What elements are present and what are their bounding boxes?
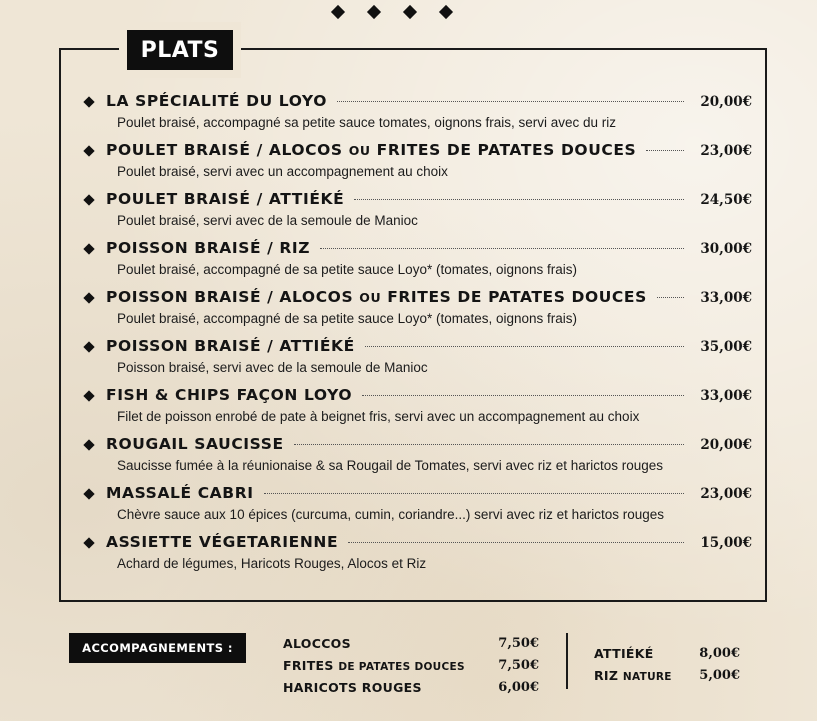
dish-price: 30,00€: [700, 241, 752, 257]
dish-item: [82, 435, 752, 484]
side-price: 8,00€: [699, 645, 740, 661]
dish-name: POISSON BRAISÉ / ALOCOS OU FRITES DE PATATES DOUCES: [106, 288, 647, 306]
dish-name: POISSON BRAISÉ / RIZ: [106, 239, 311, 257]
diamond-bullet-icon: [83, 96, 94, 107]
vertical-divider: [566, 633, 568, 689]
dish-price: 23,00€: [700, 486, 752, 502]
dish-item: [82, 288, 752, 337]
side-name: ATTIÉKÉ: [594, 645, 654, 661]
section-title: PLATS: [127, 30, 233, 70]
diamond-bullet-icon: [83, 292, 94, 303]
sides-list-left: [283, 632, 539, 698]
dish-price: 20,00€: [700, 437, 752, 453]
diamond-icon: [439, 5, 453, 19]
dish-name: POISSON BRAISÉ / ATTIÉKÉ: [106, 337, 355, 355]
dish-description: Poulet braisé, accompagné sa petite sauce tomates, oignons frais, servi avec du riz: [117, 115, 617, 130]
dish-name: FISH & CHIPS FAÇON LOYO: [106, 386, 353, 404]
side-item: [283, 654, 539, 676]
dotted-leader: [365, 346, 684, 347]
side-name: ALOCCOS: [283, 635, 351, 651]
dish-description: Achard de légumes, Haricots Rouges, Alocos et Riz: [117, 556, 427, 571]
dish-price: 33,00€: [700, 388, 752, 404]
diamond-bullet-icon: [83, 390, 94, 401]
diamond-icon: [367, 5, 381, 19]
side-name: HARICOTS ROUGES: [283, 679, 422, 695]
dish-name: POULET BRAISÉ / ATTIÉKÉ: [106, 190, 345, 208]
dotted-leader: [337, 101, 684, 102]
sides-list-right: [594, 642, 740, 686]
side-price: 6,00€: [498, 679, 539, 695]
side-price: 7,50€: [498, 657, 539, 673]
diamond-bullet-icon: [83, 488, 94, 499]
dish-item: [82, 92, 752, 141]
dotted-leader: [354, 199, 684, 200]
side-item: [283, 632, 539, 654]
dotted-leader: [657, 297, 684, 298]
dotted-leader: [362, 395, 684, 396]
diamond-bullet-icon: [83, 537, 94, 548]
dish-price: 15,00€: [700, 535, 752, 551]
dish-description: Poulet braisé, servi avec de la semoule de Manioc: [117, 213, 418, 228]
dish-description: Chèvre sauce aux 10 épices (curcuma, cumin, coriandre...) servi avec riz et harictos rouges: [117, 507, 664, 522]
dish-name: LA SPÉCIALITÉ DU LOYO: [106, 92, 327, 110]
dish-price: 33,00€: [700, 290, 752, 306]
dish-item: [82, 484, 752, 533]
dish-item: [82, 239, 752, 288]
dish-item: [82, 141, 752, 190]
dish-item: [82, 533, 752, 582]
side-price: 7,50€: [498, 635, 539, 651]
dish-name: ASSIETTE VÉGETARIENNE: [106, 533, 339, 551]
dotted-leader: [264, 493, 684, 494]
side-name: RIZ NATURE: [594, 667, 672, 683]
dish-price: 24,50€: [700, 192, 752, 208]
dotted-leader: [348, 542, 684, 543]
side-item: [283, 676, 539, 698]
diamond-bullet-icon: [83, 194, 94, 205]
side-price: 5,00€: [699, 667, 740, 683]
side-item: [594, 664, 740, 686]
dish-description: Poulet braisé, accompagné de sa petite sauce Loyo* (tomates, oignons frais): [117, 311, 578, 326]
dish-description: Saucisse fumée à la réunionaise & sa Rougail de Tomates, servi avec riz et harictos rouges: [117, 458, 664, 473]
dish-name: MASSALÉ CABRI: [106, 484, 254, 502]
side-name: FRITES DE PATATES DOUCES: [283, 657, 465, 673]
dish-description: Poisson braisé, servi avec de la semoule de Manioc: [117, 360, 428, 375]
dotted-leader: [646, 150, 684, 151]
dish-description: Poulet braisé, accompagné de sa petite sauce Loyo* (tomates, oignons frais): [117, 262, 578, 277]
dish-description: Filet de poisson enrobé de pate à beignet fris, servi avec un accompagnement au choix: [117, 409, 640, 424]
decorative-diamonds: [333, 7, 451, 17]
diamond-bullet-icon: [83, 341, 94, 352]
sides-label: ACCOMPAGNEMENTS :: [69, 633, 246, 663]
diamond-icon: [403, 5, 417, 19]
dotted-leader: [294, 444, 684, 445]
dish-list: [82, 92, 752, 582]
dish-price: 35,00€: [700, 339, 752, 355]
dish-item: [82, 337, 752, 386]
diamond-bullet-icon: [83, 243, 94, 254]
diamond-bullet-icon: [83, 145, 94, 156]
dish-name: ROUGAIL SAUCISSE: [106, 435, 284, 453]
dish-item: [82, 386, 752, 435]
dotted-leader: [320, 248, 684, 249]
side-item: [594, 642, 740, 664]
dish-description: Poulet braisé, servi avec un accompagnement au choix: [117, 164, 448, 179]
dish-price: 20,00€: [700, 94, 752, 110]
dish-name: POULET BRAISÉ / ALOCOS OU FRITES DE PATATES DOUCES: [106, 141, 637, 159]
diamond-icon: [331, 5, 345, 19]
dish-item: [82, 190, 752, 239]
diamond-bullet-icon: [83, 439, 94, 450]
dish-price: 23,00€: [700, 143, 752, 159]
